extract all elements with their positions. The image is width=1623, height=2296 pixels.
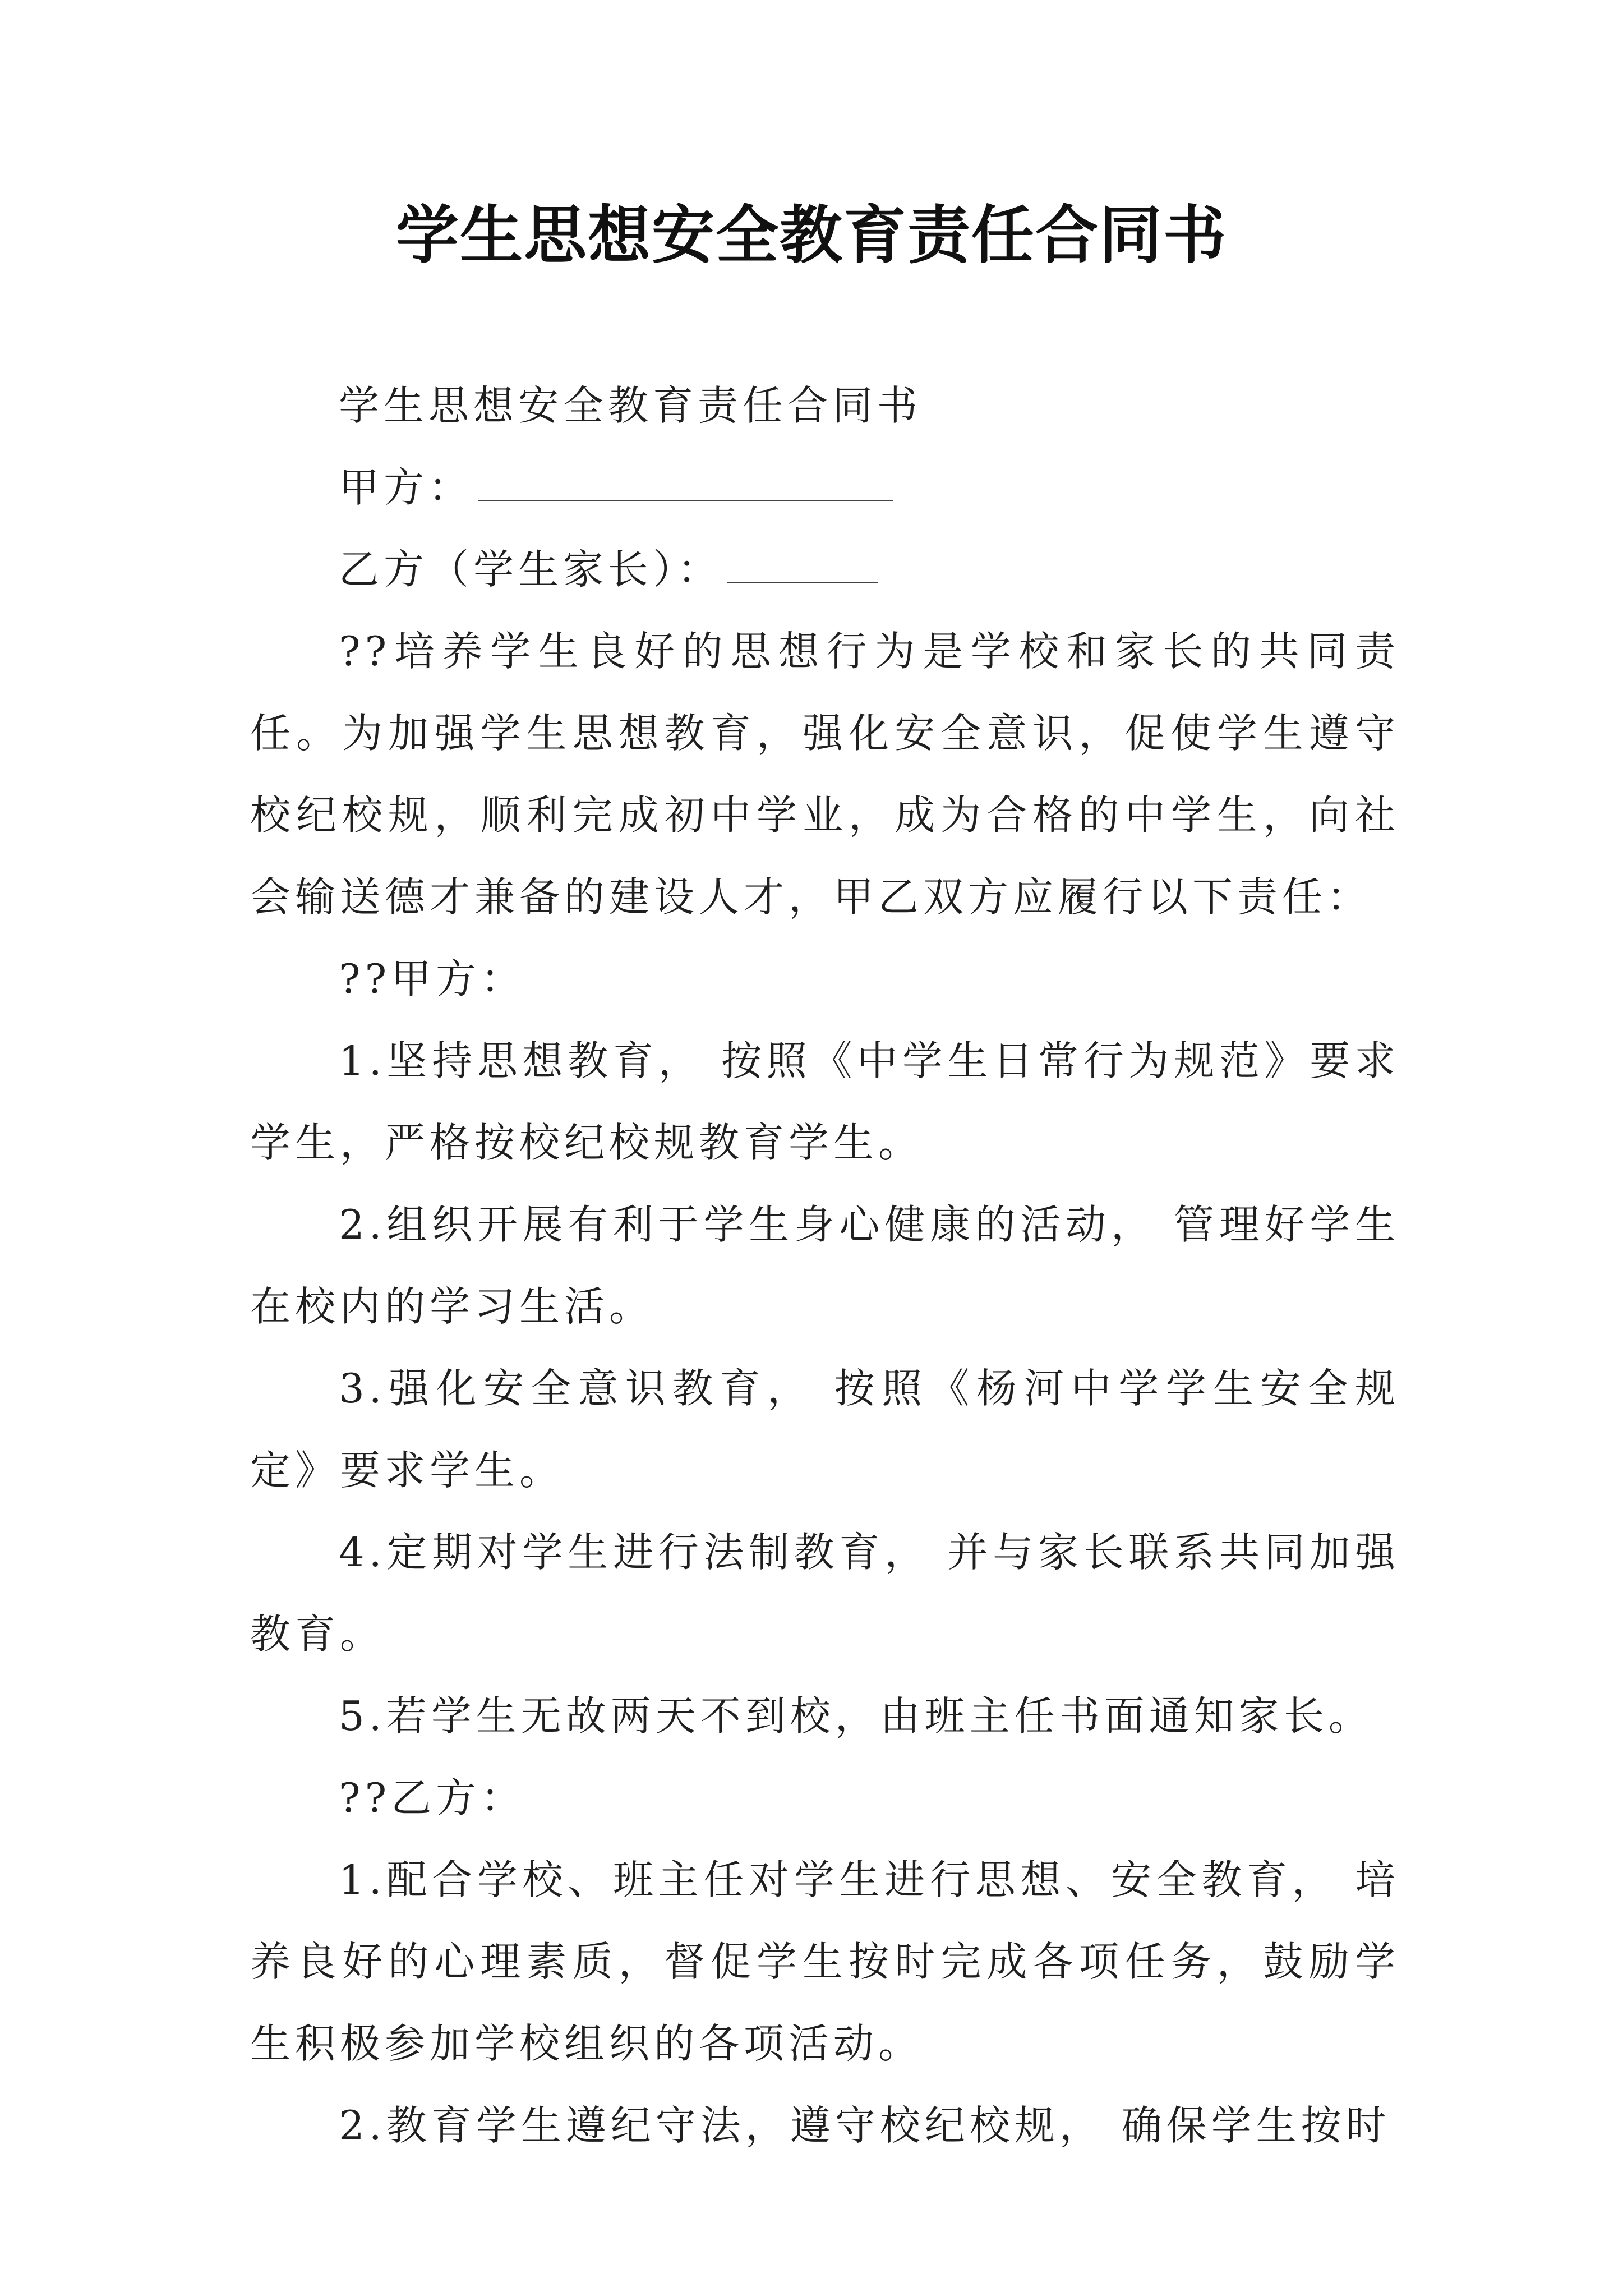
- document-title: 学生思想安全教育责任合同书: [396, 199, 1227, 272]
- paragraph-party-a-item: 2.组织开展有利于学生身心健康的活动， 管理好学生在校内的学习生活。: [250, 1201, 1400, 1330]
- party-b-blank: [727, 548, 878, 583]
- document-subtitle: 学生思想安全教育责任合同书: [339, 382, 923, 429]
- paragraph-party-b-item: 1.配合学校、班主任对学生进行思想、安全教育， 培养良好的心理素质，督促学生按时完成各项任务，鼓励学生积极参加学校组织的各项活动。: [250, 1856, 1400, 2067]
- paragraph-party-b-item: 2.教育学生遵纪守法，遵守校纪校规， 确保学生按时: [339, 2102, 1391, 2149]
- paragraph-party-b-heading: ??乙方：: [339, 1774, 526, 1821]
- paragraph-party-a-heading: ??甲方：: [339, 955, 526, 1002]
- paragraph-party-a-item: 3.强化安全意识教育， 按照《杨河中学学生安全规定》要求学生。: [250, 1365, 1400, 1494]
- paragraph-party-a-item: 5.若学生无故两天不到校，由班主任书面通知家长。: [339, 1692, 1373, 1740]
- party-a-line: [250, 447, 1400, 528]
- document-body: [250, 365, 1400, 2166]
- party-b-line: [250, 528, 1400, 610]
- paragraph-intro: ??培养学生良好的思想行为是学校和家长的共同责任。为加强学生思想教育，强化安全意识，促使学生遵守校纪校规，顺利完成初中学业，成为合格的中学生，向社会输送德才兼备的建设人才，甲乙双方应履行以下责任：: [250, 628, 1400, 921]
- paragraph-party-a-item: 4.定期对学生进行法制教育， 并与家长联系共同加强教育。: [250, 1529, 1400, 1658]
- party-a-blank: [478, 466, 893, 501]
- party-b-label: 乙方（学生家长）：: [339, 546, 723, 593]
- paragraph-party-a-item: 1.坚持思想教育， 按照《中学生日常行为规范》要求学生，严格按校纪校规教育学生。: [250, 1037, 1400, 1166]
- party-a-label: 甲方：: [339, 464, 474, 511]
